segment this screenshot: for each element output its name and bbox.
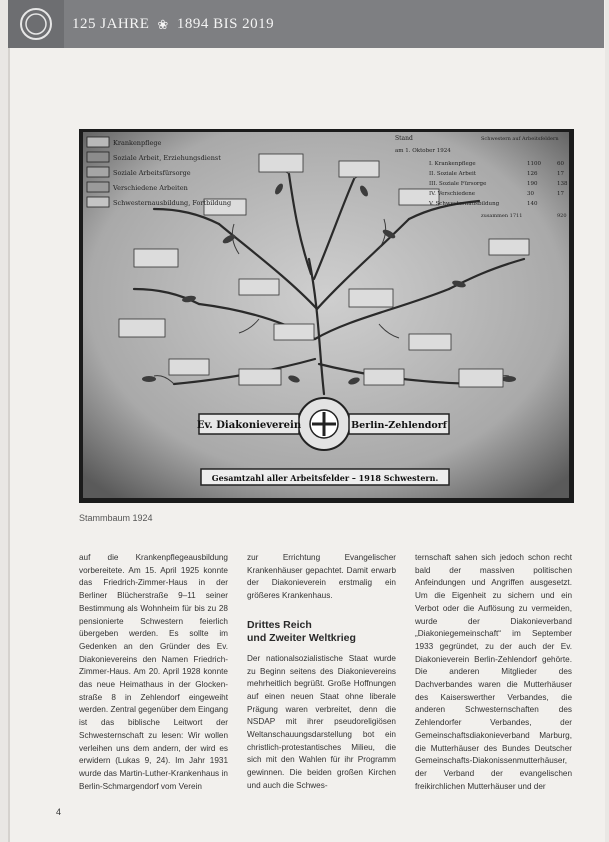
legend-swatch xyxy=(87,137,109,147)
stats-row-label: I. Krankenpflege xyxy=(429,161,476,167)
section-heading xyxy=(247,619,396,645)
bottom-banner-text: Gesamtzahl aller Arbeitsfelder – 1918 Schwestern. xyxy=(211,473,439,483)
stats-row-value-b: 138 xyxy=(557,181,568,187)
text-column-3 xyxy=(415,552,572,793)
stats-total: zusammen 1711 xyxy=(481,213,523,219)
page-number: 4 xyxy=(56,807,62,817)
family-tree-photo xyxy=(79,129,574,503)
stats-row-label: V. Schwesternausbildung xyxy=(429,201,500,207)
stats-row-value-a: 30 xyxy=(527,191,534,197)
stats-subheading: am 1. Oktober 1924 xyxy=(395,148,451,154)
legend-label: Schwesternausbildung, Fortbildung xyxy=(113,199,232,207)
section-heading-line-1: Drittes Reich xyxy=(247,618,312,631)
flower-icon: ❀ xyxy=(157,16,169,32)
text-column-2 xyxy=(247,552,396,793)
banner-left-text: Ev. Diakonieverein xyxy=(196,420,302,431)
banner-left xyxy=(197,414,302,434)
stats-row-value-b: 17 xyxy=(557,191,564,197)
page-fold xyxy=(8,0,10,842)
section-heading-line-2: und Zweiter Weltkrieg xyxy=(247,631,356,644)
legend-swatch xyxy=(87,152,109,162)
legend-label: Soziale Arbeit, Erziehungsdienst xyxy=(113,154,221,162)
stats-row-label: IV. Verschiedene xyxy=(429,191,476,197)
stats-row-value-a: 140 xyxy=(527,201,538,207)
legend-swatch xyxy=(87,167,109,177)
header-title xyxy=(72,16,274,33)
figure-caption: Stammbaum 1924 xyxy=(79,513,153,523)
header-anniversary: 125 JAHRE xyxy=(72,16,150,32)
legend-swatch xyxy=(87,197,109,207)
column-1-text: auf die Krankenpflegeausbildung vorbereitete. Am 15. April 1925 konnte das Friedrich-Zimmer-Haus in der Berliner Blücherstraße 9–11 seiner Bestimmung als Wohnheim für bis zu 28 pensionierte Schwestern feierlich übergeben werden. Es sollte im Gedenken an den Gründer des Ev. Diakonievereins den Namen Friedrich-Zimmer-Haus. Am 20. April 1928 konnte das neue Heimathaus in der Glockenstraße 8 in Zehlendorf eingeweiht werden. Zentral gegenüber dem Eingang ist das biblische Leitwort der Schwesternschaft zu lesen: Wir wollen verleihen uns dem andern, der wird es erwidern (Lukas 9, 24). Im Jahr 1931 wurde das Martin-Luther-Krankenhaus in Berlin-Schmargendorf vom Verein xyxy=(79,553,228,791)
banner-right-text: Berlin-Zehlendorf xyxy=(351,420,447,431)
legend-swatch xyxy=(87,182,109,192)
stats-row-value-a: 190 xyxy=(527,181,538,187)
stats-total-b: 920 xyxy=(557,213,567,219)
stats-row-label: II. Soziale Arbeit xyxy=(429,171,476,177)
stats-heading-right: Schwestern auf Arbeitsfeldern xyxy=(481,136,559,142)
column-2-body: Der nationalsozialistische Staat wurde zu Beginn seitens des Diakonievereins mehrheitlich begrüßt. Große Hoffnungen auf einen neuen Staat ohne liberale Prägung waren verbreitet, denn die NSDAP mit ihrer pseudoreligiösen Weltanschauungsdarstellung bot ein christlich-protestantisches Milieu, die sich mit den Wahlen für ihr Programm gewinnen. Die beiden großen Kirchen und auch die Schwes- xyxy=(247,653,396,790)
stats-row-label: III. Soziale Fürsorge xyxy=(429,181,487,187)
stats-heading-left: Stand xyxy=(395,135,413,142)
text-column-1 xyxy=(79,552,228,793)
legend-label: Krankenpflege xyxy=(113,139,162,147)
stats-row-value-a: 126 xyxy=(527,171,538,177)
column-3-text: ternschaft sahen sich jedoch schon recht bald der massiven politischen Anfeindungen und Angriffen ausgesetzt. Um die Eigenheit zu sichern und ein Verbot oder die Auflösung zu vermeiden, wurde der Diakonieverband „Diakoniegemeinschaft“ im September 1933 gegründet, zu der auch der Ev. Diakonieverein Berlin-Zehlendorf gehörte. Die anderen Mitglieder des Dachverbandes waren die Mutterhäuser des Kaiserswerther Verbandes, die anderen Schwesternschaften des Zehlendorfer Verbandes, der Gemeinschaftsdiakonieverband Marburg, die Mutterhäuser des Bundes Deutscher Gemeinschafts-Diakonissenmutterhäuser, der Verband der evangelischen freikirchlichen Mutterhäuser und der xyxy=(415,553,572,791)
banner-right xyxy=(349,414,449,434)
column-2-intro: zur Errichtung Evangelischer Krankenhäuser gepachtet. Damit erwarb der Diakonieverein erstmalig ein größeres Krankenhaus. xyxy=(247,553,396,601)
legend-label: Verschiedene Arbeiten xyxy=(113,184,188,192)
header-years: 1894 BIS 2019 xyxy=(176,16,275,32)
page-header xyxy=(8,0,604,48)
legend-label: Soziale Arbeitsfürsorge xyxy=(113,169,191,177)
stats-row-value-a: 1100 xyxy=(527,161,541,167)
stats-row-value-b: 17 xyxy=(557,171,564,177)
bottom-banner xyxy=(201,469,449,485)
header-logo xyxy=(8,0,64,48)
emblem xyxy=(298,398,350,450)
stats-row-value-b: 60 xyxy=(557,161,564,167)
